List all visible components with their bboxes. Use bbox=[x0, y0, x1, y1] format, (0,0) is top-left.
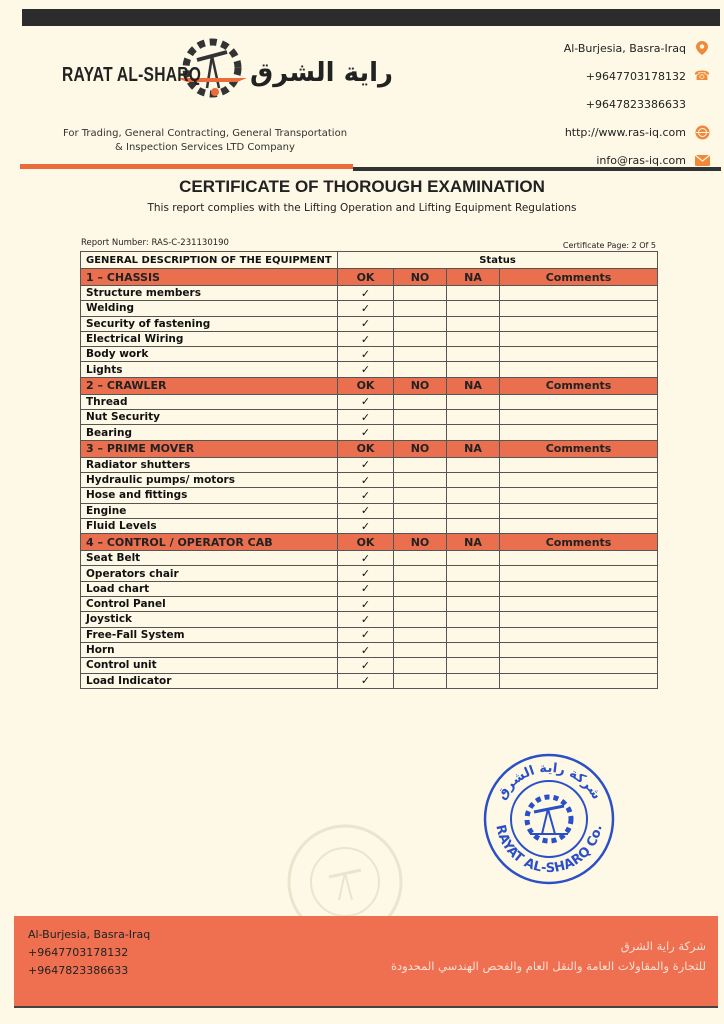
no-cell bbox=[394, 551, 447, 566]
contact-website bbox=[490, 118, 710, 146]
table-header-row bbox=[81, 252, 658, 269]
top-bar bbox=[22, 9, 720, 26]
na-cell bbox=[447, 457, 500, 472]
no-cell bbox=[394, 673, 447, 688]
contact-email-text: info@ras-iq.com bbox=[596, 153, 686, 167]
stamp-pumpjack-icon bbox=[527, 797, 571, 841]
envelope-icon bbox=[694, 152, 710, 168]
table-row bbox=[81, 362, 658, 377]
na-cell bbox=[447, 612, 500, 627]
ok-check-mark: ✓ bbox=[338, 566, 394, 581]
item-label: Welding bbox=[81, 301, 338, 316]
table-row bbox=[81, 518, 658, 533]
table-row bbox=[81, 642, 658, 657]
no-cell bbox=[394, 457, 447, 472]
no-cell bbox=[394, 394, 447, 409]
footer-bottom-line bbox=[14, 1006, 718, 1008]
na-cell bbox=[447, 551, 500, 566]
item-label: Hydraulic pumps/ motors bbox=[81, 472, 338, 487]
certificate-subtitle: This report complies with the Lifting Operation and Lifting Equipment Regulations bbox=[147, 202, 577, 214]
ok-check-mark: ✓ bbox=[338, 457, 394, 472]
ok-check-mark: ✓ bbox=[338, 597, 394, 612]
contact-phone2 bbox=[490, 90, 710, 118]
item-label: Radiator shutters bbox=[81, 457, 338, 472]
comments-cell bbox=[500, 627, 658, 642]
comments-cell bbox=[500, 503, 658, 518]
na-cell bbox=[447, 566, 500, 581]
na-cell bbox=[447, 627, 500, 642]
table-row bbox=[81, 347, 658, 362]
tagline-line1: For Trading, General Contracting, General Transportation bbox=[62, 128, 348, 139]
ok-check-mark: ✓ bbox=[338, 410, 394, 425]
item-label: Free-Fall System bbox=[81, 627, 338, 642]
footer-arabic-line1: شركة راية الشرق bbox=[620, 939, 706, 953]
col-no-header: NO bbox=[394, 440, 447, 457]
ok-check-mark: ✓ bbox=[338, 301, 394, 316]
na-cell bbox=[447, 472, 500, 487]
table-row bbox=[81, 331, 658, 346]
stamp-text-arabic: شركة راية الشرق bbox=[494, 760, 604, 803]
col-no-header: NO bbox=[394, 377, 447, 394]
comments-cell bbox=[500, 410, 658, 425]
general-description-header: GENERAL DESCRIPTION OF THE EQUIPMENT bbox=[81, 252, 338, 269]
no-cell bbox=[394, 518, 447, 533]
item-label: Fluid Levels bbox=[81, 518, 338, 533]
col-na-header: NA bbox=[447, 440, 500, 457]
item-label: Thread bbox=[81, 394, 338, 409]
col-na-header: NA bbox=[447, 377, 500, 394]
item-label: Body work bbox=[81, 347, 338, 362]
ok-check-mark: ✓ bbox=[338, 518, 394, 533]
footer-arabic-line2: للتجارة والمقاولات العامة والنقل العام والفحص الهندسي المحدودة bbox=[390, 959, 706, 973]
na-cell bbox=[447, 331, 500, 346]
contact-phone2-text: +9647823386633 bbox=[585, 97, 686, 111]
examination-table bbox=[80, 251, 658, 689]
ok-check-mark: ✓ bbox=[338, 472, 394, 487]
no-cell bbox=[394, 612, 447, 627]
section-header-row bbox=[81, 440, 658, 457]
col-ok-header: OK bbox=[338, 534, 394, 551]
item-label: Electrical Wiring bbox=[81, 331, 338, 346]
ok-check-mark: ✓ bbox=[338, 673, 394, 688]
col-na-header: NA bbox=[447, 534, 500, 551]
table-row bbox=[81, 410, 658, 425]
no-cell bbox=[394, 410, 447, 425]
col-comments-header: Comments bbox=[500, 377, 658, 394]
section-header-row bbox=[81, 377, 658, 394]
na-cell bbox=[447, 316, 500, 331]
section-name: 4 – CONTROL / OPERATOR CAB bbox=[81, 534, 338, 551]
comments-cell bbox=[500, 581, 658, 596]
section-name: 1 – CHASSIS bbox=[81, 269, 338, 286]
comments-cell bbox=[500, 457, 658, 472]
table-row bbox=[81, 301, 658, 316]
footer-contact bbox=[28, 926, 150, 980]
comments-cell bbox=[500, 425, 658, 440]
no-cell bbox=[394, 286, 447, 301]
certificate-title: CERTIFICATE OF THOROUGH EXAMINATION bbox=[179, 177, 545, 196]
na-cell bbox=[447, 394, 500, 409]
contact-phone1-text: +9647703178132 bbox=[585, 69, 686, 83]
company-stamp bbox=[482, 752, 616, 886]
comments-cell bbox=[500, 472, 658, 487]
col-na-header: NA bbox=[447, 269, 500, 286]
logo-text-english: RAYAT AL-SHARQ bbox=[62, 64, 202, 86]
phone-icon: ☎ bbox=[693, 68, 711, 84]
na-cell bbox=[447, 410, 500, 425]
logo-text-arabic: راية الشرق bbox=[250, 58, 394, 88]
col-comments-header: Comments bbox=[500, 440, 658, 457]
contact-phone1 bbox=[490, 62, 710, 90]
table-row bbox=[81, 394, 658, 409]
ok-check-mark: ✓ bbox=[338, 627, 394, 642]
location-pin-icon bbox=[694, 40, 710, 56]
ok-check-mark: ✓ bbox=[338, 286, 394, 301]
col-comments-header: Comments bbox=[500, 269, 658, 286]
ok-check-mark: ✓ bbox=[338, 488, 394, 503]
ok-check-mark: ✓ bbox=[338, 612, 394, 627]
contact-website-text: http://www.ras-iq.com bbox=[564, 125, 686, 139]
contact-address bbox=[490, 34, 710, 62]
col-comments-header: Comments bbox=[500, 534, 658, 551]
table-row bbox=[81, 551, 658, 566]
contact-block bbox=[490, 34, 710, 174]
na-cell bbox=[447, 488, 500, 503]
na-cell bbox=[447, 362, 500, 377]
section-header-row bbox=[81, 269, 658, 286]
item-label: Control unit bbox=[81, 658, 338, 673]
item-label: Nut Security bbox=[81, 410, 338, 425]
ok-check-mark: ✓ bbox=[338, 503, 394, 518]
no-cell bbox=[394, 597, 447, 612]
table-row bbox=[81, 503, 658, 518]
col-no-header: NO bbox=[394, 269, 447, 286]
no-cell bbox=[394, 566, 447, 581]
ok-check-mark: ✓ bbox=[338, 331, 394, 346]
item-label: Horn bbox=[81, 642, 338, 657]
comments-cell bbox=[500, 673, 658, 688]
na-cell bbox=[447, 518, 500, 533]
table-row bbox=[81, 472, 658, 487]
table-row bbox=[81, 425, 658, 440]
company-logo bbox=[62, 30, 394, 120]
phone-blank-icon bbox=[694, 96, 710, 112]
footer-address: Al-Burjesia, Basra-Iraq bbox=[28, 928, 151, 941]
ok-check-mark: ✓ bbox=[338, 658, 394, 673]
comments-cell bbox=[500, 362, 658, 377]
table-row bbox=[81, 581, 658, 596]
comments-cell bbox=[500, 316, 658, 331]
section-header-row bbox=[81, 534, 658, 551]
stamp-text-english: RAYAT AL-SHARQ Co. bbox=[492, 823, 606, 877]
item-label: Engine bbox=[81, 503, 338, 518]
na-cell bbox=[447, 597, 500, 612]
na-cell bbox=[447, 286, 500, 301]
footer-phone2: +9647823386633 bbox=[28, 964, 129, 977]
no-cell bbox=[394, 658, 447, 673]
header-divider-dark bbox=[353, 167, 721, 171]
table-row bbox=[81, 316, 658, 331]
no-cell bbox=[394, 627, 447, 642]
item-label: Joystick bbox=[81, 612, 338, 627]
no-cell bbox=[394, 425, 447, 440]
header-divider-orange bbox=[20, 164, 353, 169]
comments-cell bbox=[500, 331, 658, 346]
item-label: Load chart bbox=[81, 581, 338, 596]
na-cell bbox=[447, 581, 500, 596]
table-row bbox=[81, 457, 658, 472]
col-ok-header: OK bbox=[338, 377, 394, 394]
table-row bbox=[81, 597, 658, 612]
section-name: 2 – CRAWLER bbox=[81, 377, 338, 394]
col-no-header: NO bbox=[394, 534, 447, 551]
table-row bbox=[81, 612, 658, 627]
comments-cell bbox=[500, 597, 658, 612]
item-label: Operators chair bbox=[81, 566, 338, 581]
footer-phone1: +9647703178132 bbox=[28, 946, 129, 959]
ok-check-mark: ✓ bbox=[338, 362, 394, 377]
table-row bbox=[81, 566, 658, 581]
na-cell bbox=[447, 658, 500, 673]
page-number: Certificate Page: 2 Of 5 bbox=[562, 241, 656, 250]
section-name: 3 – PRIME MOVER bbox=[81, 440, 338, 457]
col-ok-header: OK bbox=[338, 269, 394, 286]
table-row bbox=[81, 286, 658, 301]
comments-cell bbox=[500, 394, 658, 409]
item-label: Seat Belt bbox=[81, 551, 338, 566]
tagline-line2: & Inspection Services LTD Company bbox=[115, 142, 295, 153]
no-cell bbox=[394, 362, 447, 377]
item-label: Lights bbox=[81, 362, 338, 377]
ok-check-mark: ✓ bbox=[338, 394, 394, 409]
na-cell bbox=[447, 301, 500, 316]
comments-cell bbox=[500, 658, 658, 673]
ok-check-mark: ✓ bbox=[338, 642, 394, 657]
no-cell bbox=[394, 472, 447, 487]
status-header: Status bbox=[338, 252, 658, 269]
na-cell bbox=[447, 503, 500, 518]
comments-cell bbox=[500, 286, 658, 301]
comments-cell bbox=[500, 612, 658, 627]
table-row bbox=[81, 488, 658, 503]
item-label: Load Indicator bbox=[81, 673, 338, 688]
company-tagline bbox=[60, 127, 350, 155]
na-cell bbox=[447, 425, 500, 440]
ok-check-mark: ✓ bbox=[338, 316, 394, 331]
footer-bar bbox=[14, 916, 718, 1006]
no-cell bbox=[394, 347, 447, 362]
item-label: Structure members bbox=[81, 286, 338, 301]
table-row bbox=[81, 673, 658, 688]
comments-cell bbox=[500, 347, 658, 362]
no-cell bbox=[394, 316, 447, 331]
col-ok-header: OK bbox=[338, 440, 394, 457]
no-cell bbox=[394, 642, 447, 657]
comments-cell bbox=[500, 488, 658, 503]
na-cell bbox=[447, 673, 500, 688]
report-number: Report Number: RAS-C-231130190 bbox=[81, 238, 229, 248]
ok-check-mark: ✓ bbox=[338, 581, 394, 596]
na-cell bbox=[447, 642, 500, 657]
table-row bbox=[81, 627, 658, 642]
comments-cell bbox=[500, 566, 658, 581]
comments-cell bbox=[500, 642, 658, 657]
table-row bbox=[81, 658, 658, 673]
no-cell bbox=[394, 331, 447, 346]
contact-address-text: Al-Burjesia, Basra-Iraq bbox=[563, 41, 686, 55]
no-cell bbox=[394, 581, 447, 596]
globe-icon bbox=[694, 124, 710, 140]
ok-check-mark: ✓ bbox=[338, 347, 394, 362]
footer-arabic bbox=[306, 936, 706, 976]
ok-check-mark: ✓ bbox=[338, 551, 394, 566]
comments-cell bbox=[500, 551, 658, 566]
na-cell bbox=[447, 347, 500, 362]
item-label: Control Panel bbox=[81, 597, 338, 612]
comments-cell bbox=[500, 518, 658, 533]
no-cell bbox=[394, 488, 447, 503]
no-cell bbox=[394, 503, 447, 518]
item-label: Security of fastening bbox=[81, 316, 338, 331]
no-cell bbox=[394, 301, 447, 316]
comments-cell bbox=[500, 301, 658, 316]
item-label: Bearing bbox=[81, 425, 338, 440]
ok-check-mark: ✓ bbox=[338, 425, 394, 440]
item-label: Hose and fittings bbox=[81, 488, 338, 503]
